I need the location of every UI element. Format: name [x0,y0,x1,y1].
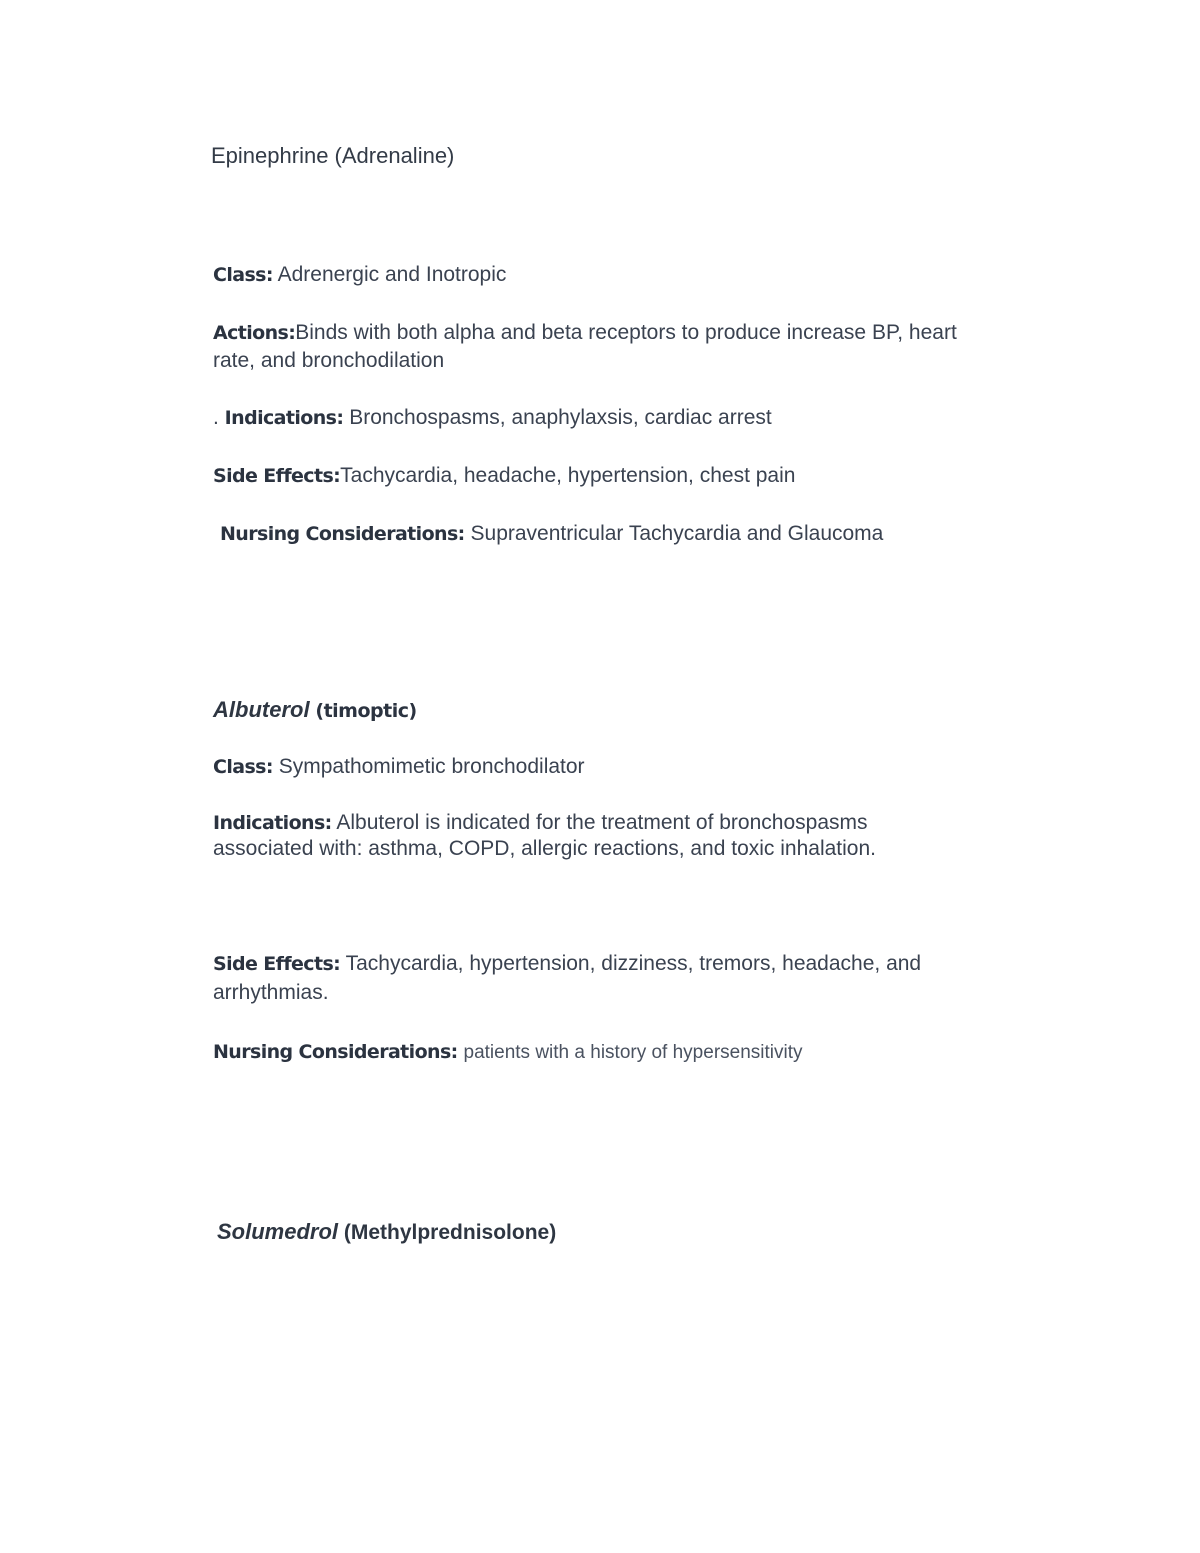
nursing-label: Nursing Considerations: [220,523,465,545]
class-value: Sympathomimetic bronchodilator [278,755,585,778]
side-effects-label: Side Effects: [213,953,341,975]
nursing-value: Supraventricular Tachycardia and Glaucoma [470,522,884,545]
epinephrine-indications [213,404,1073,432]
epinephrine-actions [213,319,1073,347]
class-label: Class: [213,264,273,286]
albuterol-side-effects [213,950,1073,978]
actions-value-line1: Binds with both alpha and beta receptors to produce increase BP, heart [295,321,957,344]
epinephrine-side-effects [213,462,1073,490]
albuterol-nursing [213,1038,1073,1067]
indications-prefix: . [213,406,225,429]
albuterol-class [213,753,1073,781]
side-effects-label: Side Effects: [213,465,341,487]
albuterol-indications [213,809,1073,837]
epinephrine-actions-cont [213,347,1073,375]
nursing-label: Nursing Considerations: [213,1041,458,1063]
actions-value-line2: rate, and bronchodilation [213,349,445,372]
drug-title-solumedrol [217,1218,1077,1247]
epinephrine-nursing [220,520,1080,548]
drug-title-epinephrine: Epinephrine (Adrenaline) [211,143,455,168]
indications-value-line1: Albuterol is indicated for the treatment of bronchospasms [336,811,868,834]
drug-alt-name: (timoptic) [315,700,417,722]
indications-label: Indications: [213,812,332,834]
indications-label: Indications: [224,407,344,429]
class-label: Class: [213,756,273,778]
indications-value: Bronchospasms, anaphylaxsis, cardiac arrest [349,406,772,429]
albuterol-side-effects-cont [213,979,1073,1007]
class-value: Adrenergic and Inotropic [277,263,507,286]
side-effects-value-line2: arrhythmias. [213,981,329,1004]
nursing-value: patients with a history of hypersensitivity [463,1042,803,1063]
drug-alt-name: (Methylprednisolone) [343,1221,557,1244]
indications-value-line2: associated with: asthma, COPD, allergic reactions, and toxic inhalation. [213,837,876,860]
drug-title-albuterol [213,696,1073,725]
side-effects-value-line1: Tachycardia, hypertension, dizziness, tremors, headache, and [345,952,922,975]
actions-label: Actions: [213,322,296,344]
epinephrine-class [213,261,1073,289]
side-effects-value: Tachycardia, headache, hypertension, chest pain [340,464,796,487]
drug-name: Albuterol [213,697,310,722]
drug-name: Solumedrol [217,1219,339,1244]
albuterol-indications-cont [213,835,1073,863]
